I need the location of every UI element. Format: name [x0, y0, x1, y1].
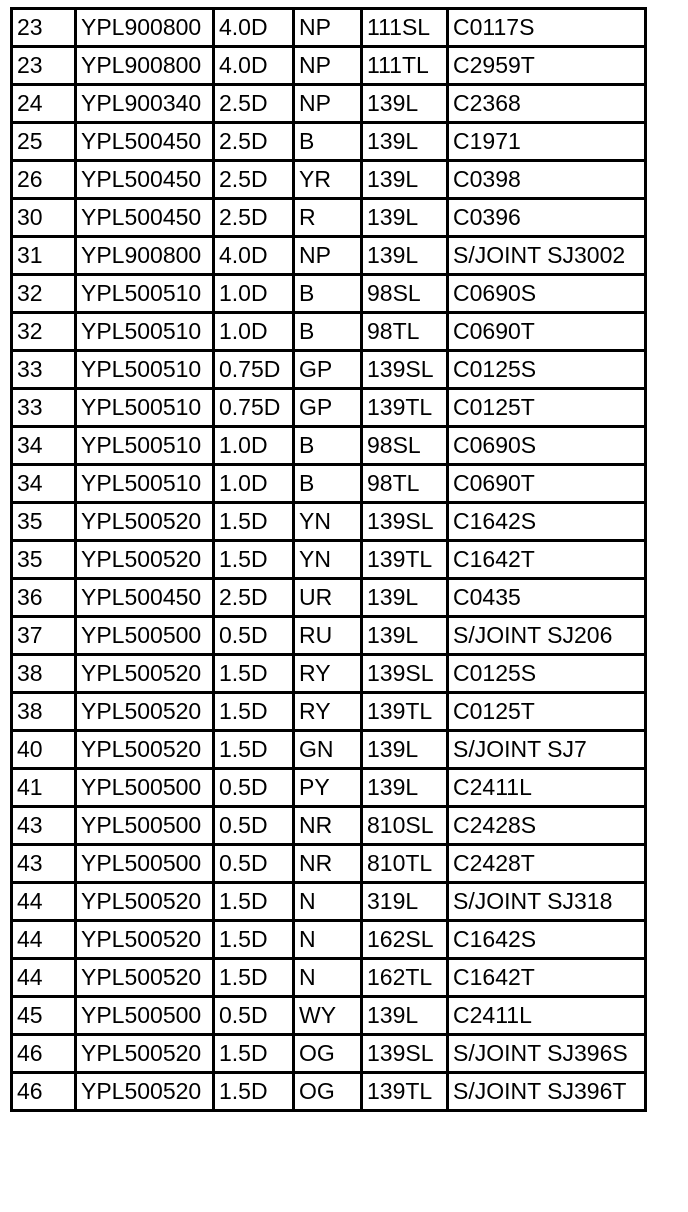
cell-row-number: 32 [12, 275, 76, 313]
cell-size: 1.5D [214, 503, 294, 541]
cell-color-code: YN [294, 503, 362, 541]
cell-row-number: 25 [12, 123, 76, 161]
cell-size: 1.5D [214, 731, 294, 769]
table-container [10, 7, 647, 1112]
cell-length-code: 139L [362, 769, 448, 807]
table-row [12, 9, 646, 47]
cell-row-number: 44 [12, 959, 76, 997]
cell-length-code: 162TL [362, 959, 448, 997]
table-row [12, 997, 646, 1035]
cell-length-code: 139TL [362, 389, 448, 427]
cell-row-number: 30 [12, 199, 76, 237]
cell-component-code: C0125T [448, 389, 646, 427]
table-row [12, 769, 646, 807]
cell-component-code: C2411L [448, 997, 646, 1035]
cell-length-code: 98SL [362, 275, 448, 313]
cell-row-number: 37 [12, 617, 76, 655]
cell-size: 1.0D [214, 465, 294, 503]
cell-size: 0.5D [214, 845, 294, 883]
cell-length-code: 139SL [362, 351, 448, 389]
cell-part-code: YPL500520 [76, 959, 214, 997]
table-row [12, 123, 646, 161]
cell-part-code: YPL500520 [76, 655, 214, 693]
cell-component-code: C0125S [448, 655, 646, 693]
cell-part-code: YPL500510 [76, 275, 214, 313]
cell-component-code: C1642T [448, 541, 646, 579]
cell-color-code: PY [294, 769, 362, 807]
cell-part-code: YPL500510 [76, 427, 214, 465]
cell-row-number: 33 [12, 351, 76, 389]
table-row [12, 465, 646, 503]
table-row [12, 617, 646, 655]
cell-size: 1.0D [214, 427, 294, 465]
table-row [12, 845, 646, 883]
table-row [12, 275, 646, 313]
cell-component-code: C0125T [448, 693, 646, 731]
cell-color-code: WY [294, 997, 362, 1035]
cell-row-number: 44 [12, 883, 76, 921]
cell-component-code: C0690S [448, 275, 646, 313]
table-row [12, 693, 646, 731]
cell-color-code: N [294, 959, 362, 997]
cell-component-code: C0690S [448, 427, 646, 465]
cell-component-code: C2411L [448, 769, 646, 807]
cell-length-code: 111SL [362, 9, 448, 47]
cell-color-code: GP [294, 351, 362, 389]
cell-color-code: RY [294, 693, 362, 731]
cell-part-code: YPL500500 [76, 845, 214, 883]
cell-color-code: NP [294, 9, 362, 47]
cell-component-code: S/JOINT SJ7 [448, 731, 646, 769]
cell-color-code: YN [294, 541, 362, 579]
cell-component-code: S/JOINT SJ318 [448, 883, 646, 921]
cell-row-number: 32 [12, 313, 76, 351]
cell-color-code: RU [294, 617, 362, 655]
cell-size: 0.5D [214, 997, 294, 1035]
cell-size: 4.0D [214, 47, 294, 85]
table-row [12, 1073, 646, 1111]
cell-component-code: C0690T [448, 313, 646, 351]
cell-color-code: R [294, 199, 362, 237]
cell-color-code: OG [294, 1073, 362, 1111]
cell-part-code: YPL500520 [76, 503, 214, 541]
cell-component-code: C2428S [448, 807, 646, 845]
cell-color-code: B [294, 313, 362, 351]
cell-color-code: NP [294, 47, 362, 85]
cell-length-code: 111TL [362, 47, 448, 85]
cell-length-code: 139TL [362, 541, 448, 579]
cell-length-code: 810SL [362, 807, 448, 845]
table-row [12, 47, 646, 85]
cell-size: 1.0D [214, 275, 294, 313]
cell-color-code: NP [294, 237, 362, 275]
cell-part-code: YPL900800 [76, 237, 214, 275]
cell-length-code: 139L [362, 579, 448, 617]
cell-length-code: 98TL [362, 465, 448, 503]
cell-component-code: C1642S [448, 921, 646, 959]
cell-row-number: 35 [12, 503, 76, 541]
table-row [12, 883, 646, 921]
cell-size: 0.75D [214, 351, 294, 389]
cell-color-code: B [294, 275, 362, 313]
cell-size: 1.5D [214, 1035, 294, 1073]
table-row [12, 655, 646, 693]
cell-component-code: C0435 [448, 579, 646, 617]
cell-part-code: YPL500500 [76, 997, 214, 1035]
cell-size: 2.5D [214, 123, 294, 161]
table-row [12, 313, 646, 351]
cell-row-number: 23 [12, 47, 76, 85]
cell-row-number: 46 [12, 1073, 76, 1111]
cell-part-code: YPL500510 [76, 351, 214, 389]
cell-component-code: C0117S [448, 9, 646, 47]
cell-row-number: 44 [12, 921, 76, 959]
cell-part-code: YPL500510 [76, 389, 214, 427]
table-row [12, 237, 646, 275]
cell-length-code: 139TL [362, 693, 448, 731]
cell-component-code: C2368 [448, 85, 646, 123]
cell-length-code: 139L [362, 123, 448, 161]
cell-size: 4.0D [214, 237, 294, 275]
cell-color-code: B [294, 465, 362, 503]
cell-component-code: C1642T [448, 959, 646, 997]
table-row [12, 541, 646, 579]
cell-part-code: YPL500510 [76, 313, 214, 351]
cell-size: 1.5D [214, 883, 294, 921]
cell-size: 1.5D [214, 1073, 294, 1111]
table-row [12, 731, 646, 769]
table-row [12, 1035, 646, 1073]
cell-part-code: YPL500500 [76, 807, 214, 845]
cell-row-number: 43 [12, 845, 76, 883]
cell-component-code: S/JOINT SJ206 [448, 617, 646, 655]
cell-part-code: YPL500520 [76, 1073, 214, 1111]
cell-size: 2.5D [214, 85, 294, 123]
cell-component-code: S/JOINT SJ396T [448, 1073, 646, 1111]
cell-size: 1.0D [214, 313, 294, 351]
cell-row-number: 26 [12, 161, 76, 199]
cell-component-code: C0125S [448, 351, 646, 389]
cell-row-number: 45 [12, 997, 76, 1035]
cell-length-code: 139L [362, 997, 448, 1035]
cell-row-number: 41 [12, 769, 76, 807]
cell-row-number: 36 [12, 579, 76, 617]
cell-size: 0.5D [214, 807, 294, 845]
cell-part-code: YPL500520 [76, 541, 214, 579]
table-row [12, 503, 646, 541]
table-row [12, 921, 646, 959]
cell-color-code: NP [294, 85, 362, 123]
cell-length-code: 98TL [362, 313, 448, 351]
cell-length-code: 139L [362, 731, 448, 769]
table-row [12, 199, 646, 237]
cell-part-code: YPL500450 [76, 579, 214, 617]
cell-row-number: 46 [12, 1035, 76, 1073]
cell-length-code: 98SL [362, 427, 448, 465]
cell-length-code: 139SL [362, 1035, 448, 1073]
table-row [12, 351, 646, 389]
cell-component-code: S/JOINT SJ396S [448, 1035, 646, 1073]
cell-row-number: 38 [12, 693, 76, 731]
cell-part-code: YPL500520 [76, 731, 214, 769]
cell-row-number: 38 [12, 655, 76, 693]
cell-length-code: 139TL [362, 1073, 448, 1111]
cell-color-code: YR [294, 161, 362, 199]
table-row [12, 85, 646, 123]
cell-part-code: YPL500520 [76, 1035, 214, 1073]
cell-row-number: 23 [12, 9, 76, 47]
cell-component-code: C2428T [448, 845, 646, 883]
cell-size: 0.5D [214, 617, 294, 655]
cell-color-code: GP [294, 389, 362, 427]
cell-length-code: 319L [362, 883, 448, 921]
cell-length-code: 810TL [362, 845, 448, 883]
table-row [12, 427, 646, 465]
cell-row-number: 34 [12, 465, 76, 503]
table-row [12, 579, 646, 617]
cell-color-code: N [294, 883, 362, 921]
cell-length-code: 139L [362, 617, 448, 655]
cell-length-code: 139L [362, 199, 448, 237]
cell-color-code: OG [294, 1035, 362, 1073]
cell-part-code: YPL900800 [76, 9, 214, 47]
cell-size: 4.0D [214, 9, 294, 47]
cell-row-number: 34 [12, 427, 76, 465]
cell-part-code: YPL500510 [76, 465, 214, 503]
table-row [12, 161, 646, 199]
cell-row-number: 35 [12, 541, 76, 579]
table-body [12, 9, 646, 1111]
cell-length-code: 162SL [362, 921, 448, 959]
cell-part-code: YPL500520 [76, 921, 214, 959]
cell-component-code: C1971 [448, 123, 646, 161]
cell-size: 2.5D [214, 199, 294, 237]
cell-part-code: YPL900340 [76, 85, 214, 123]
cell-size: 1.5D [214, 541, 294, 579]
cell-length-code: 139L [362, 85, 448, 123]
cell-component-code: C0398 [448, 161, 646, 199]
cell-row-number: 33 [12, 389, 76, 427]
cell-part-code: YPL500450 [76, 123, 214, 161]
cell-row-number: 43 [12, 807, 76, 845]
cell-size: 1.5D [214, 959, 294, 997]
cell-color-code: NR [294, 807, 362, 845]
cell-size: 0.75D [214, 389, 294, 427]
cell-size: 0.5D [214, 769, 294, 807]
cell-length-code: 139SL [362, 655, 448, 693]
cell-length-code: 139L [362, 161, 448, 199]
cell-part-code: YPL500450 [76, 161, 214, 199]
cell-part-code: YPL500520 [76, 693, 214, 731]
cell-color-code: UR [294, 579, 362, 617]
cell-component-code: S/JOINT SJ3002 [448, 237, 646, 275]
cell-row-number: 31 [12, 237, 76, 275]
table-row [12, 807, 646, 845]
cell-part-code: YPL900800 [76, 47, 214, 85]
cell-row-number: 40 [12, 731, 76, 769]
table-row [12, 389, 646, 427]
cell-color-code: GN [294, 731, 362, 769]
cell-part-code: YPL500520 [76, 883, 214, 921]
cell-length-code: 139SL [362, 503, 448, 541]
cell-color-code: RY [294, 655, 362, 693]
cell-row-number: 24 [12, 85, 76, 123]
cell-component-code: C0396 [448, 199, 646, 237]
cell-color-code: NR [294, 845, 362, 883]
cell-part-code: YPL500500 [76, 769, 214, 807]
cell-length-code: 139L [362, 237, 448, 275]
cell-part-code: YPL500450 [76, 199, 214, 237]
cell-size: 1.5D [214, 693, 294, 731]
cell-component-code: C0690T [448, 465, 646, 503]
cell-size: 1.5D [214, 655, 294, 693]
cell-size: 2.5D [214, 579, 294, 617]
cell-component-code: C1642S [448, 503, 646, 541]
cell-color-code: N [294, 921, 362, 959]
cell-size: 2.5D [214, 161, 294, 199]
cell-size: 1.5D [214, 921, 294, 959]
table-row [12, 959, 646, 997]
cell-color-code: B [294, 123, 362, 161]
data-table [10, 7, 647, 1112]
cell-part-code: YPL500500 [76, 617, 214, 655]
cell-color-code: B [294, 427, 362, 465]
cell-component-code: C2959T [448, 47, 646, 85]
